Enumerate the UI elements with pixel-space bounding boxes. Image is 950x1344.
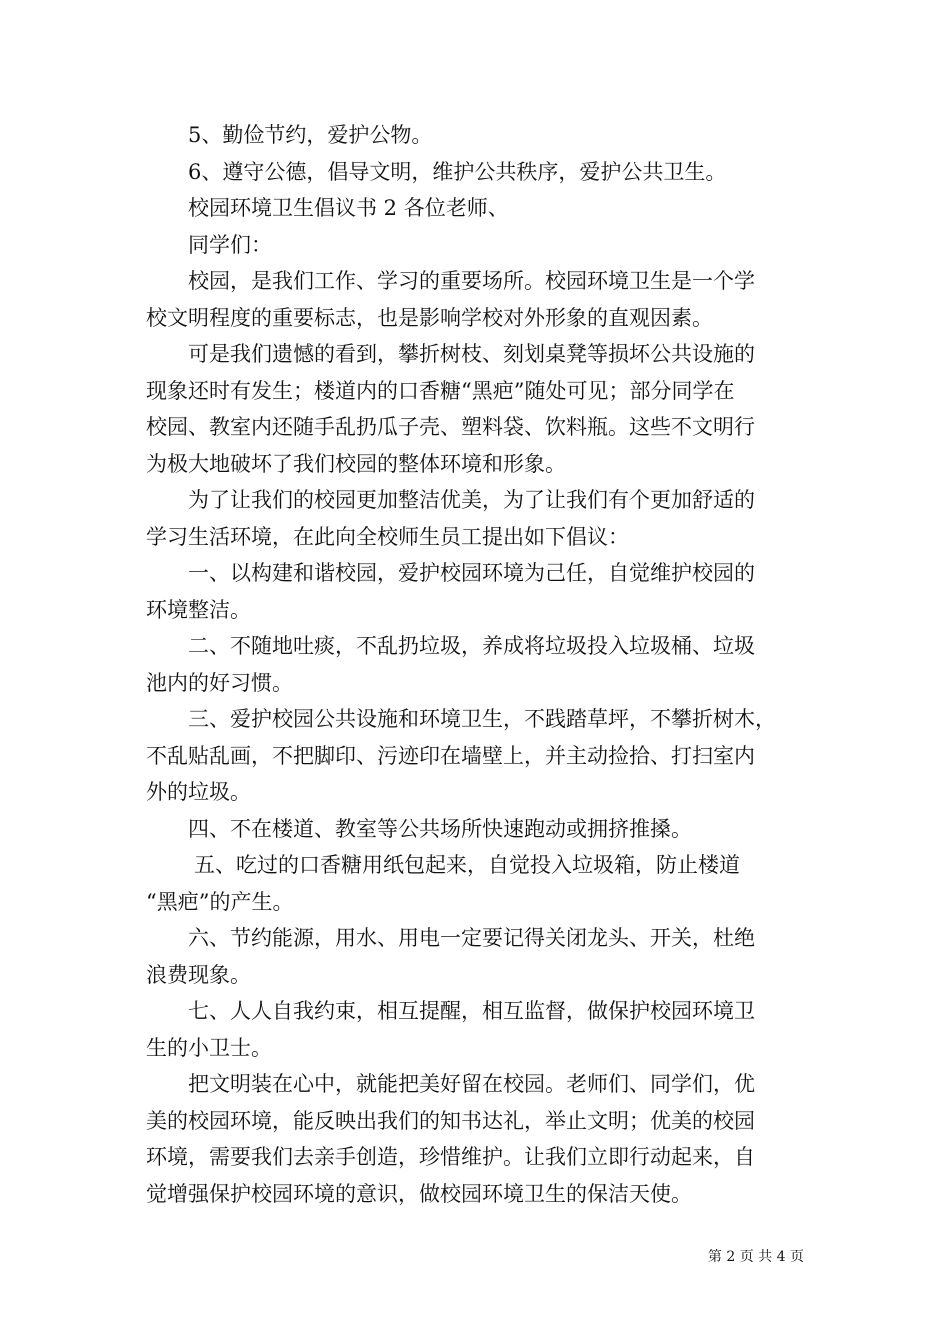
document-body bbox=[146, 117, 810, 1212]
text-line: 六、节约能源，用水、用电一定要记得关闭龙头、开关，杜绝 bbox=[188, 926, 755, 950]
text-line: 环境整洁。 bbox=[146, 597, 251, 622]
text-line: 为了让我们的校园更加整洁优美，为了让我们有个更加舒适的 bbox=[188, 488, 755, 512]
text-line: 觉增强保护校园环境的意识，做校园环境卫生的保洁天使。 bbox=[146, 1181, 692, 1206]
text-line: 校园、教室内还随手乱扔瓜子壳、塑料袋、饮料瓶。这些不文明行 bbox=[146, 415, 755, 439]
text-line: 七、人人自我约束，相互提醒，相互监督，做保护校园环境卫 bbox=[188, 999, 755, 1023]
text-line: 校园环境卫生倡议书 2 各位老师、 bbox=[188, 196, 509, 220]
text-line: 6、遵守公德，倡导文明，维护公共秩序，爱护公共卫生。 bbox=[188, 159, 727, 184]
text-line: 池内的好习惯。 bbox=[146, 670, 293, 695]
text-line: 校文明程度的重要标志，也是影响学校对外形象的直观因素。 bbox=[146, 305, 713, 330]
text-line: 5、勤俭节约，爱护公物。 bbox=[188, 123, 433, 147]
text-line: 学习生活环境，在此向全校师生员工提出如下倡议： bbox=[146, 524, 629, 549]
text-line: 环境，需要我们去亲手创造，珍惜维护。让我们立即行动起来，自 bbox=[146, 1145, 755, 1169]
text-line: 三、爱护校园公共设施和环境卫生，不践踏草坪，不攀折树木， bbox=[188, 707, 776, 731]
text-line: 外的垃圾。 bbox=[146, 780, 251, 804]
text-line: 现象还时有发生；楼道内的口香糖“黑疤”随处可见；部分同学在 bbox=[146, 378, 735, 403]
text-line: 可是我们遗憾的看到，攀折树枝、刻划桌凳等损坏公共设施的 bbox=[188, 342, 755, 366]
text-line: 把文明装在心中，就能把美好留在校园。老师们、同学们，优 bbox=[188, 1072, 755, 1096]
text-line: 五、吃过的口香糖用纸包起来，自觉投入垃圾箱，防止楼道 bbox=[194, 853, 740, 877]
text-line: 同学们： bbox=[188, 232, 272, 257]
text-line: 美的校园环境，能反映出我们的知书达礼，举止文明；优美的校园 bbox=[146, 1108, 755, 1133]
text-line: 一、以构建和谐校园，爱护校园环境为己任，自觉维护校园的 bbox=[188, 561, 755, 585]
text-line: 为极大地破坏了我们校园的整体环境和形象。 bbox=[146, 451, 566, 476]
text-line: 校园，是我们工作、学习的重要场所。校园环境卫生是一个学 bbox=[188, 269, 755, 293]
text-line: 不乱贴乱画，不把脚印、污迹印在墙壁上，并主动捡拾、打扫室内 bbox=[146, 743, 755, 768]
text-line: 浪费现象。 bbox=[146, 962, 251, 987]
text-line: 生的小卫士。 bbox=[146, 1035, 272, 1060]
text-line: 四、不在楼道、教室等公共场所快速跑动或拥挤推搡。 bbox=[188, 816, 692, 841]
page-number-footer: 第 2 页 共 4 页 bbox=[707, 1249, 804, 1265]
text-line: 二、不随地吐痰，不乱扔垃圾，养成将垃圾投入垃圾桶、垃圾 bbox=[188, 634, 755, 658]
text-line: “黑疤”的产生。 bbox=[146, 889, 294, 914]
